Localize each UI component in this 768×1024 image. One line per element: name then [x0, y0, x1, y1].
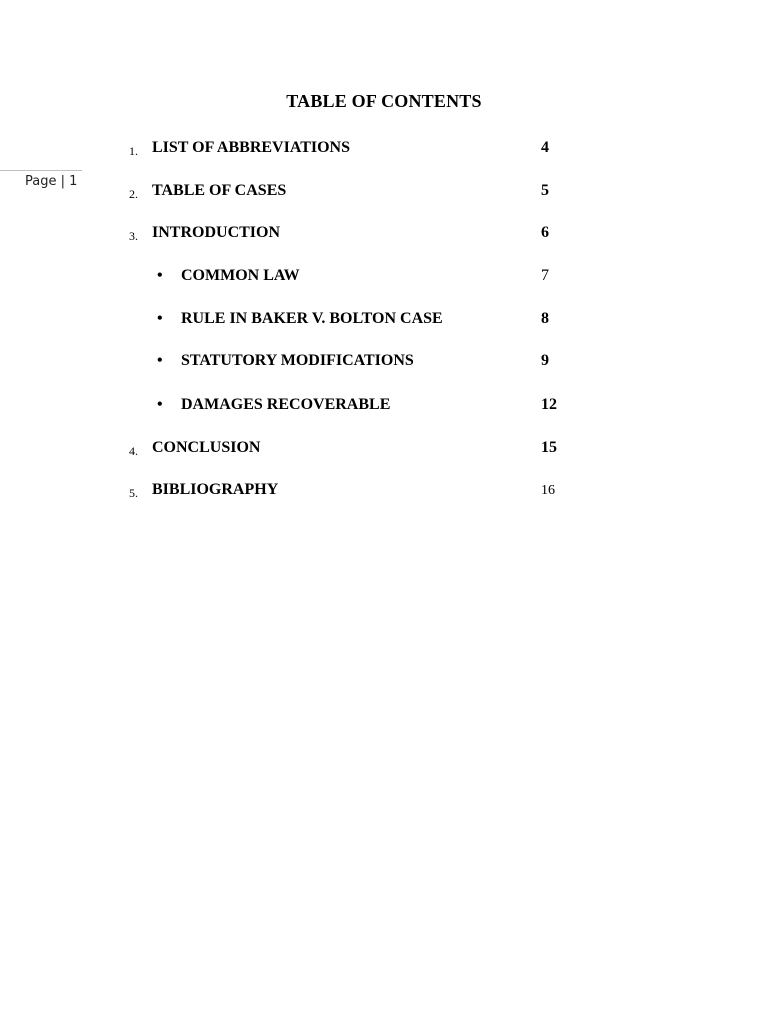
toc-item-label: STATUTORY MODIFICATIONS [181, 352, 414, 369]
toc-item-page: 4 [541, 139, 549, 156]
toc-item-label: RULE IN BAKER V. BOLTON CASE [181, 310, 443, 327]
toc-item-number: 3. [129, 229, 138, 243]
toc-item-table-of-cases [0, 182, 768, 206]
toc-item-label: LIST OF ABBREVIATIONS [152, 139, 350, 156]
toc-item-bibliography [0, 481, 768, 505]
bullet-icon: • [157, 267, 163, 284]
toc-item-number: 5. [129, 486, 138, 500]
toc-subitem-common-law [0, 267, 768, 291]
toc-item-page: 8 [541, 310, 549, 327]
toc-subitem-rule-in-baker-v-bolton [0, 310, 768, 334]
toc-item-label: CONCLUSION [152, 439, 261, 456]
bullet-icon: • [157, 396, 163, 413]
toc-item-page: 6 [541, 224, 549, 241]
toc-item-page: 16 [541, 483, 555, 498]
toc-item-label: TABLE OF CASES [152, 182, 287, 199]
toc-item-conclusion [0, 439, 768, 463]
toc-title: TABLE OF CONTENTS [286, 91, 482, 111]
toc-item-number: 2. [129, 187, 138, 201]
toc-item-page: 12 [541, 396, 557, 413]
toc-item-page: 9 [541, 352, 549, 369]
toc-item-introduction [0, 224, 768, 248]
toc-item-label: INTRODUCTION [152, 224, 281, 241]
toc-subitem-statutory-modifications [0, 352, 768, 376]
bullet-icon: • [157, 352, 163, 369]
toc-item-page: 7 [541, 267, 549, 284]
toc-item-number: 1. [129, 144, 138, 158]
page-number: Page | 1 [25, 174, 78, 189]
toc-subitem-damages-recoverable [0, 396, 768, 420]
toc-item-label: BIBLIOGRAPHY [152, 481, 279, 498]
toc-item-number: 4. [129, 444, 138, 458]
toc-item-page: 5 [541, 182, 549, 199]
toc-item-label: DAMAGES RECOVERABLE [181, 396, 391, 413]
toc-item-label: COMMON LAW [181, 267, 300, 284]
toc-item-list-of-abbreviations [0, 139, 768, 163]
bullet-icon: • [157, 310, 163, 327]
toc-item-page: 15 [541, 439, 557, 456]
